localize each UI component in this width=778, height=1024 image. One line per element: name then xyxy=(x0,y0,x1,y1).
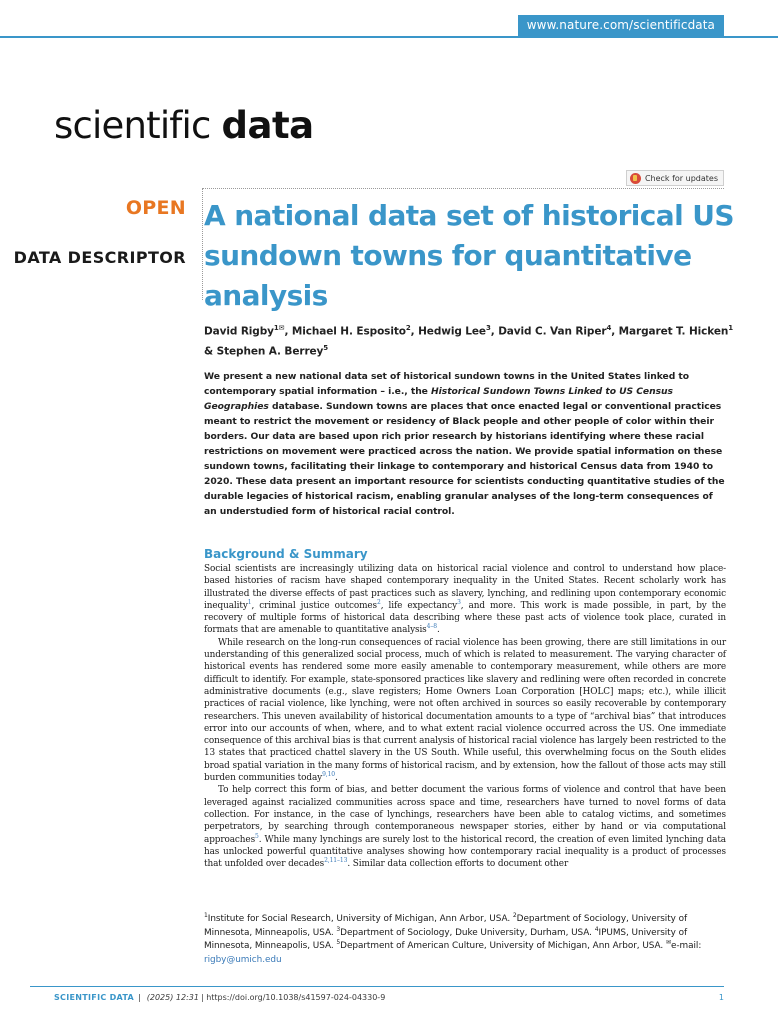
logo-bold-word: data xyxy=(221,104,314,147)
body-paragraph: While research on the long-run consequences of racial violence has been growing, there are still limitations in our understanding of this generalized social process, much of which is related to measurement. The varying character of historical events has rendered some more easily amenable to contemporary measurement, while others are more difficult to identify. For example, state-sponsored practices like slavery and redlining were often recorded in concrete administrative documents (e.g., slave registers; Home Owners Loan Corporation [HOLC] maps; etc.), while illicit practices of racial violence, like lynching, were not often archived in sources so easily recoverable by contemporary researchers. This uneven availability of historical documentation amounts to a type of “archival bias” that introduces error into our accounts of when, where, and to what extent racial violence occurred across the US. One immediate consequence of this archival bias is that current analysis of historical racial violence has largely been restricted to the 13 states that practiced chattel slavery in the US South. While useful, this overwhelming focus on the South elides broad spatial variation in the many forms of historical racism, and by extension, how the fallout of those acts may still burden communities today$^{9,10}$. xyxy=(204,637,726,784)
footer-doi[interactable]: | https://doi.org/10.1038/s41597-024-04330-9 xyxy=(200,992,386,1002)
affiliation-text: Department of American Culture, University of Michigan, Ann Arbor, USA. xyxy=(340,941,666,951)
article-type-label: DATA DESCRIPTOR xyxy=(13,248,186,267)
footer-rule xyxy=(30,986,724,987)
email-link[interactable]: rigby@umich.edu xyxy=(204,954,282,965)
citation-link[interactable]: 2,11–13 xyxy=(324,857,348,865)
author-affiliation-mark[interactable]: 2 xyxy=(405,324,411,332)
journal-logo xyxy=(54,104,314,147)
citation-link[interactable]: 1 xyxy=(247,598,252,606)
footer-separator: | xyxy=(138,992,141,1002)
body-text xyxy=(204,563,726,870)
logo-light-word: scientific xyxy=(54,104,211,147)
check-updates-icon xyxy=(630,173,641,184)
database-name: Historical Sundown Towns Linked to US Census Geographies xyxy=(204,386,673,412)
author-name: Michael H. Esposito xyxy=(291,325,406,338)
citation-link[interactable]: 5 xyxy=(255,832,259,840)
affiliation-text: Department of Sociology, University of Minnesota, Minneapolis, USA. xyxy=(204,914,688,938)
author-list: David Rigby$^{1✉}$, Michael H. Esposito$^2$, Hedwig Lee$^3$, David C. Van Riper$^4$, Margaret T. Hicken$^1$ & Stephen A. Berrey$^5$ xyxy=(204,324,734,357)
author-affiliation-mark[interactable]: 5 xyxy=(323,343,329,352)
check-for-updates-button[interactable] xyxy=(626,170,724,186)
abstract: We present a new national data set of historical sundown towns in the United States linked to contemporary spatial information – i.e., the Historical Sundown Towns Linked to US Census Geographies database. Sundown towns are places that once enacted legal or conventional practices meant to restrict the movement or residency of Black people and other people of color within their borders. Our data are based upon rich prior research by historians identifying where these racial restrictions on movement were practiced across the nation. We provide spatial information on these sundown towns, facilitating their linkage to contemporary and historical Census data from 1940 to 2020. These data present an important resource for scientists conducting quantitative studies of the durable legacies of historical racism, enabling granular analyses of the long-term consequences of an understudied form of historical racial control. xyxy=(204,371,725,517)
affiliation-text: e-mail: xyxy=(670,941,702,951)
affiliation-mark: 3 xyxy=(336,925,341,933)
author-name: Margaret T. Hicken xyxy=(618,325,729,338)
body-paragraph: Social scientists are increasingly utilizing data on historical racial violence and control to understand how place-based histories of racism have shaped contemporary inequality in the United States. Recent scholarly work has illustrated the diverse effects of past practices such as slavery, lynching, and redlining upon contemporary economic inequality$^1$, criminal justice outcomes$^2$, life expectancy$^3$, and more. This work is made possible, in part, by the recovery of multiple forms of historical data describing where these past acts of violence took place, curated in formats that are amenable to quantitative analysis$^{4-8}$. xyxy=(204,564,726,636)
page-number: 1 xyxy=(718,992,724,1002)
author-name: Hedwig Lee xyxy=(418,325,486,338)
page-footer xyxy=(54,991,724,1003)
footer-issue: (2025) 12:31 xyxy=(146,992,199,1002)
affiliation-text: IPUMS, University of Minnesota, Minneapolis, USA. xyxy=(204,927,688,951)
check-updates-label: Check for updates xyxy=(644,173,718,183)
author-affiliation-mark[interactable]: 4 xyxy=(606,324,612,332)
citation-link[interactable]: 4–8 xyxy=(426,623,437,631)
article-title: A national data set of historical US sundown towns for quantitative analysis xyxy=(204,199,734,312)
header-rule xyxy=(0,36,778,38)
affiliation-text: Department of Sociology, Duke University, Durham, USA. xyxy=(340,927,595,938)
affiliation-mark: ✉ xyxy=(665,939,671,947)
author-name: David Rigby xyxy=(204,325,274,338)
author-name: Stephen A. Berrey xyxy=(216,345,324,357)
dotted-vertical-divider xyxy=(202,188,203,300)
affiliation-mark: 1 xyxy=(204,912,208,920)
open-access-label: OPEN xyxy=(125,197,186,219)
affiliation-mark: 5 xyxy=(336,939,341,947)
author-affiliation-mark[interactable]: 1✉ xyxy=(273,324,285,332)
affiliations xyxy=(204,913,726,967)
author-name: David C. Van Riper xyxy=(498,325,607,338)
affiliation-text: Institute for Social Research, University of Michigan, Ann Arbor, USA. xyxy=(207,914,513,924)
affiliation-mark: 4 xyxy=(594,925,599,933)
body-paragraph: To help correct this form of bias, and better document the various forms of violence and control that have been leveraged against racialized communities across space and time, researchers have turned to novel forms of data collection. For instance, in the case of lynchings, researchers have been able to catalog victims, and sometimes perpetrators, by searching through contemporaneous newspaper stories, either by hand or via computational approaches$^5$. While many lynchings are surely lost to the historical record, the creation of even limited lynching data has unlocked powerful quantitative analyses showing how contemporary racial inequality is a product of processes that unfolded over decades$^{2,11-13}$. Similar data collection efforts to document other xyxy=(204,785,726,870)
journal-url[interactable]: www.nature.com/scientificdata xyxy=(526,18,715,32)
section-heading: Background & Summary xyxy=(204,547,368,561)
journal-url-banner[interactable] xyxy=(518,15,724,36)
dotted-divider xyxy=(202,188,724,189)
affiliation-mark: 2 xyxy=(512,912,517,920)
footer-journal: SCIENTIFIC DATA xyxy=(54,992,135,1002)
citation-link[interactable]: 9,10 xyxy=(322,771,336,779)
citation-link[interactable]: 2 xyxy=(377,598,381,606)
citation-link[interactable]: 3 xyxy=(457,598,461,606)
author-affiliation-mark[interactable]: 3 xyxy=(485,324,491,332)
author-affiliation-mark[interactable]: 1 xyxy=(728,324,734,332)
